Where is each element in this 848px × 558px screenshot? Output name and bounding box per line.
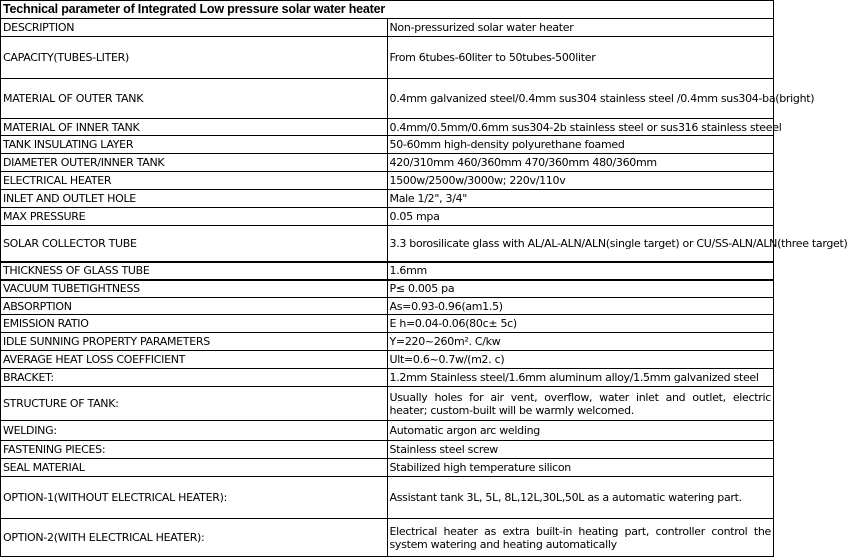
parameter-label: FASTENING PIECES: xyxy=(1,441,388,459)
parameter-value: 0.05 mpa xyxy=(387,208,774,226)
parameter-label: DESCRIPTION xyxy=(1,19,388,37)
parameter-value: Assistant tank 3L, 5L, 8L,12L,30L,50L as a automatic watering part. xyxy=(387,477,774,519)
parameter-label: INLET AND OUTLET HOLE xyxy=(1,190,388,208)
table-row xyxy=(1,154,774,172)
parameter-label: CAPACITY(TUBES-LITER) xyxy=(1,37,388,79)
parameter-value: P≤ 0.005 pa xyxy=(387,280,774,298)
parameter-label: BRACKET: xyxy=(1,369,388,387)
parameter-label: ABSORPTION xyxy=(1,298,388,315)
parameter-label: OPTION-2(WITH ELECTRICAL HEATER): xyxy=(1,519,388,557)
parameter-label: DIAMETER OUTER/INNER TANK xyxy=(1,154,388,172)
parameter-label: MAX PRESSURE xyxy=(1,208,388,226)
table-row xyxy=(1,208,774,226)
table-title-row xyxy=(1,1,774,19)
parameter-value: Y=220~260m². C/kw xyxy=(387,333,774,351)
parameter-value: From 6tubes-60liter to 50tubes-500liter xyxy=(387,37,774,79)
parameter-value: Stabilized high temperature silicon xyxy=(387,459,774,477)
parameter-value: 50-60mm high-density polyurethane foamed xyxy=(387,136,774,154)
table-row xyxy=(1,477,774,519)
parameter-value: 1.2mm Stainless steel/1.6mm aluminum alloy/1.5mm galvanized steel xyxy=(387,369,774,387)
table-row xyxy=(1,369,774,387)
table-row xyxy=(1,459,774,477)
parameter-label: STRUCTURE OF TANK: xyxy=(1,387,388,421)
table-row xyxy=(1,262,774,280)
parameter-label: MATERIAL OF INNER TANK xyxy=(1,119,388,136)
table-row xyxy=(1,79,774,119)
table-row xyxy=(1,119,774,136)
parameter-label: VACUUM TUBETIGHTNESS xyxy=(1,280,388,298)
parameter-label: AVERAGE HEAT LOSS COEFFICIENT xyxy=(1,351,388,369)
table-title: Technical parameter of Integrated Low pressure solar water heater xyxy=(1,1,774,19)
parameter-label: EMISSION RATIO xyxy=(1,315,388,333)
parameter-value: 3.3 borosilicate glass with AL/AL-ALN/ALN(single target) or CU/SS-ALN/ALN(three target) xyxy=(387,226,774,262)
parameter-value: Electrical heater as extra built-in heating part, controller control the system watering and heating automatically xyxy=(387,519,774,557)
parameter-label: IDLE SUNNING PROPERTY PARAMETERS xyxy=(1,333,388,351)
table-row xyxy=(1,298,774,315)
table-row xyxy=(1,387,774,421)
parameter-label: MATERIAL OF OUTER TANK xyxy=(1,79,388,119)
parameter-value: Ult=0.6~0.7w/(m2. c) xyxy=(387,351,774,369)
table-row xyxy=(1,280,774,298)
parameter-label: TANK INSULATING LAYER xyxy=(1,136,388,154)
parameter-label: SEAL MATERIAL xyxy=(1,459,388,477)
table-row xyxy=(1,37,774,79)
parameter-label: OPTION-1(WITHOUT ELECTRICAL HEATER): xyxy=(1,477,388,519)
parameter-value: Usually holes for air vent, overflow, water inlet and outlet, electric heater; custom-built will be warmly welcomed. xyxy=(387,387,774,421)
table-row xyxy=(1,333,774,351)
table-row xyxy=(1,19,774,37)
table-row xyxy=(1,190,774,208)
parameter-value: 1500w/2500w/3000w; 220v/110v xyxy=(387,172,774,190)
parameter-value: Stainless steel screw xyxy=(387,441,774,459)
table-row xyxy=(1,421,774,441)
parameter-label: SOLAR COLLECTOR TUBE xyxy=(1,226,388,262)
parameter-label: WELDING: xyxy=(1,421,388,441)
parameter-label: THICKNESS OF GLASS TUBE xyxy=(1,262,388,280)
parameter-value: Non-pressurized solar water heater xyxy=(387,19,774,37)
table-row xyxy=(1,136,774,154)
parameter-value: 0.4mm/0.5mm/0.6mm sus304-2b stainless steel or sus316 stainless steeel xyxy=(387,119,774,136)
table-row xyxy=(1,226,774,262)
parameter-value: As=0.93-0.96(am1.5) xyxy=(387,298,774,315)
table-row xyxy=(1,172,774,190)
parameter-value: E h=0.04-0.06(80c± 5c) xyxy=(387,315,774,333)
parameter-value: 420/310mm 460/360mm 470/360mm 480/360mm xyxy=(387,154,774,172)
table-row xyxy=(1,441,774,459)
parameter-value: 0.4mm galvanized steel/0.4mm sus304 stainless steel /0.4mm sus304-ba(bright) xyxy=(387,79,774,119)
parameter-value: Automatic argon arc welding xyxy=(387,421,774,441)
parameter-value: Male 1/2", 3/4" xyxy=(387,190,774,208)
table-row xyxy=(1,519,774,557)
table-row xyxy=(1,315,774,333)
parameter-value: 1.6mm xyxy=(387,262,774,280)
table-row xyxy=(1,351,774,369)
parameter-label: ELECTRICAL HEATER xyxy=(1,172,388,190)
